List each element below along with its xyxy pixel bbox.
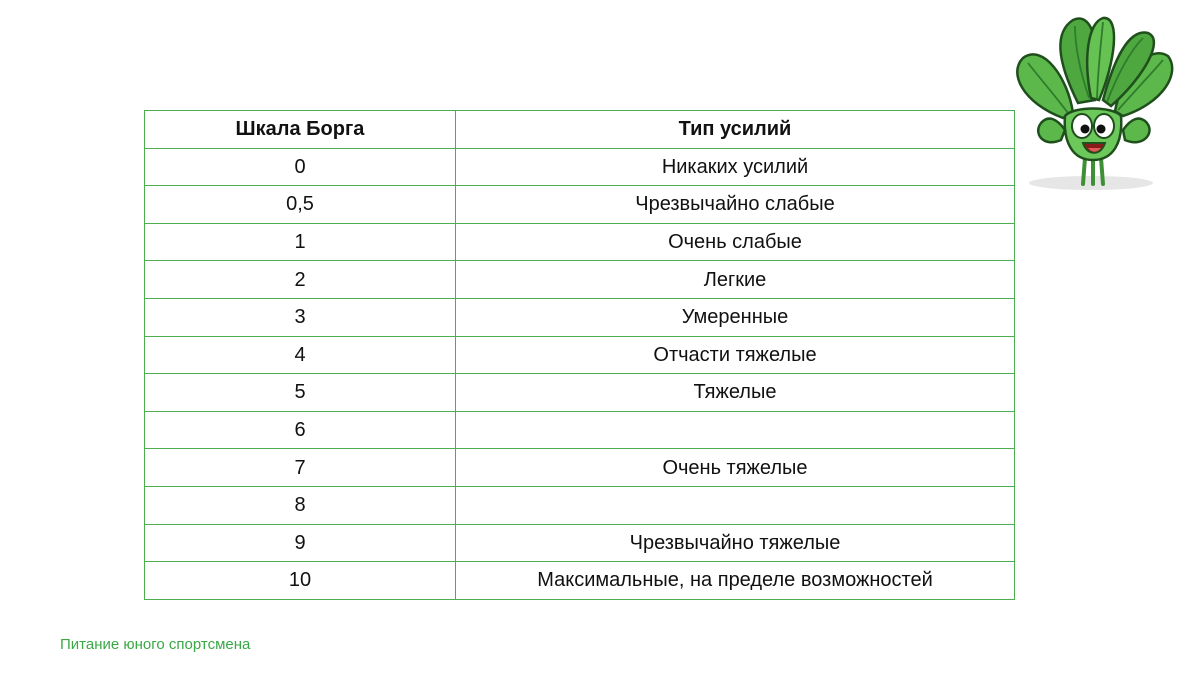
table-row [145, 186, 1015, 224]
effort-cell: Очень слабые [456, 223, 1015, 261]
effort-cell: Чрезвычайно тяжелые [456, 524, 1015, 562]
scale-cell: 9 [145, 524, 456, 562]
table-header-row [145, 111, 1015, 149]
table-row [145, 374, 1015, 412]
effort-cell: Отчасти тяжелые [456, 336, 1015, 374]
table-row [145, 298, 1015, 336]
table-row [145, 524, 1015, 562]
scale-cell: 8 [145, 486, 456, 524]
scale-cell: 10 [145, 562, 456, 600]
effort-cell [456, 411, 1015, 449]
effort-cell: Чрезвычайно слабые [456, 186, 1015, 224]
footer-caption: Питание юного спортсмена [60, 636, 251, 653]
header-borg-scale: Шкала Борга [145, 111, 456, 149]
table-row [145, 336, 1015, 374]
table-row [145, 411, 1015, 449]
table-row [145, 148, 1015, 186]
scale-cell: 7 [145, 449, 456, 487]
effort-cell [456, 486, 1015, 524]
scale-cell: 6 [145, 411, 456, 449]
effort-cell: Легкие [456, 261, 1015, 299]
scale-cell: 5 [145, 374, 456, 412]
effort-cell: Тяжелые [456, 374, 1015, 412]
table-row [145, 486, 1015, 524]
effort-cell: Очень тяжелые [456, 449, 1015, 487]
borg-scale-table [144, 110, 1015, 600]
effort-cell: Умеренные [456, 298, 1015, 336]
effort-cell: Максимальные, на пределе возможностей [456, 562, 1015, 600]
spinach-mascot-icon [1003, 8, 1183, 193]
table-row [145, 449, 1015, 487]
scale-cell: 2 [145, 261, 456, 299]
header-effort-type: Тип усилий [456, 111, 1015, 149]
effort-cell: Никаких усилий [456, 148, 1015, 186]
scale-cell: 4 [145, 336, 456, 374]
table-row [145, 261, 1015, 299]
scale-cell: 3 [145, 298, 456, 336]
scale-cell: 0 [145, 148, 456, 186]
scale-cell: 0,5 [145, 186, 456, 224]
scale-cell: 1 [145, 223, 456, 261]
table-row [145, 223, 1015, 261]
table-row [145, 562, 1015, 600]
